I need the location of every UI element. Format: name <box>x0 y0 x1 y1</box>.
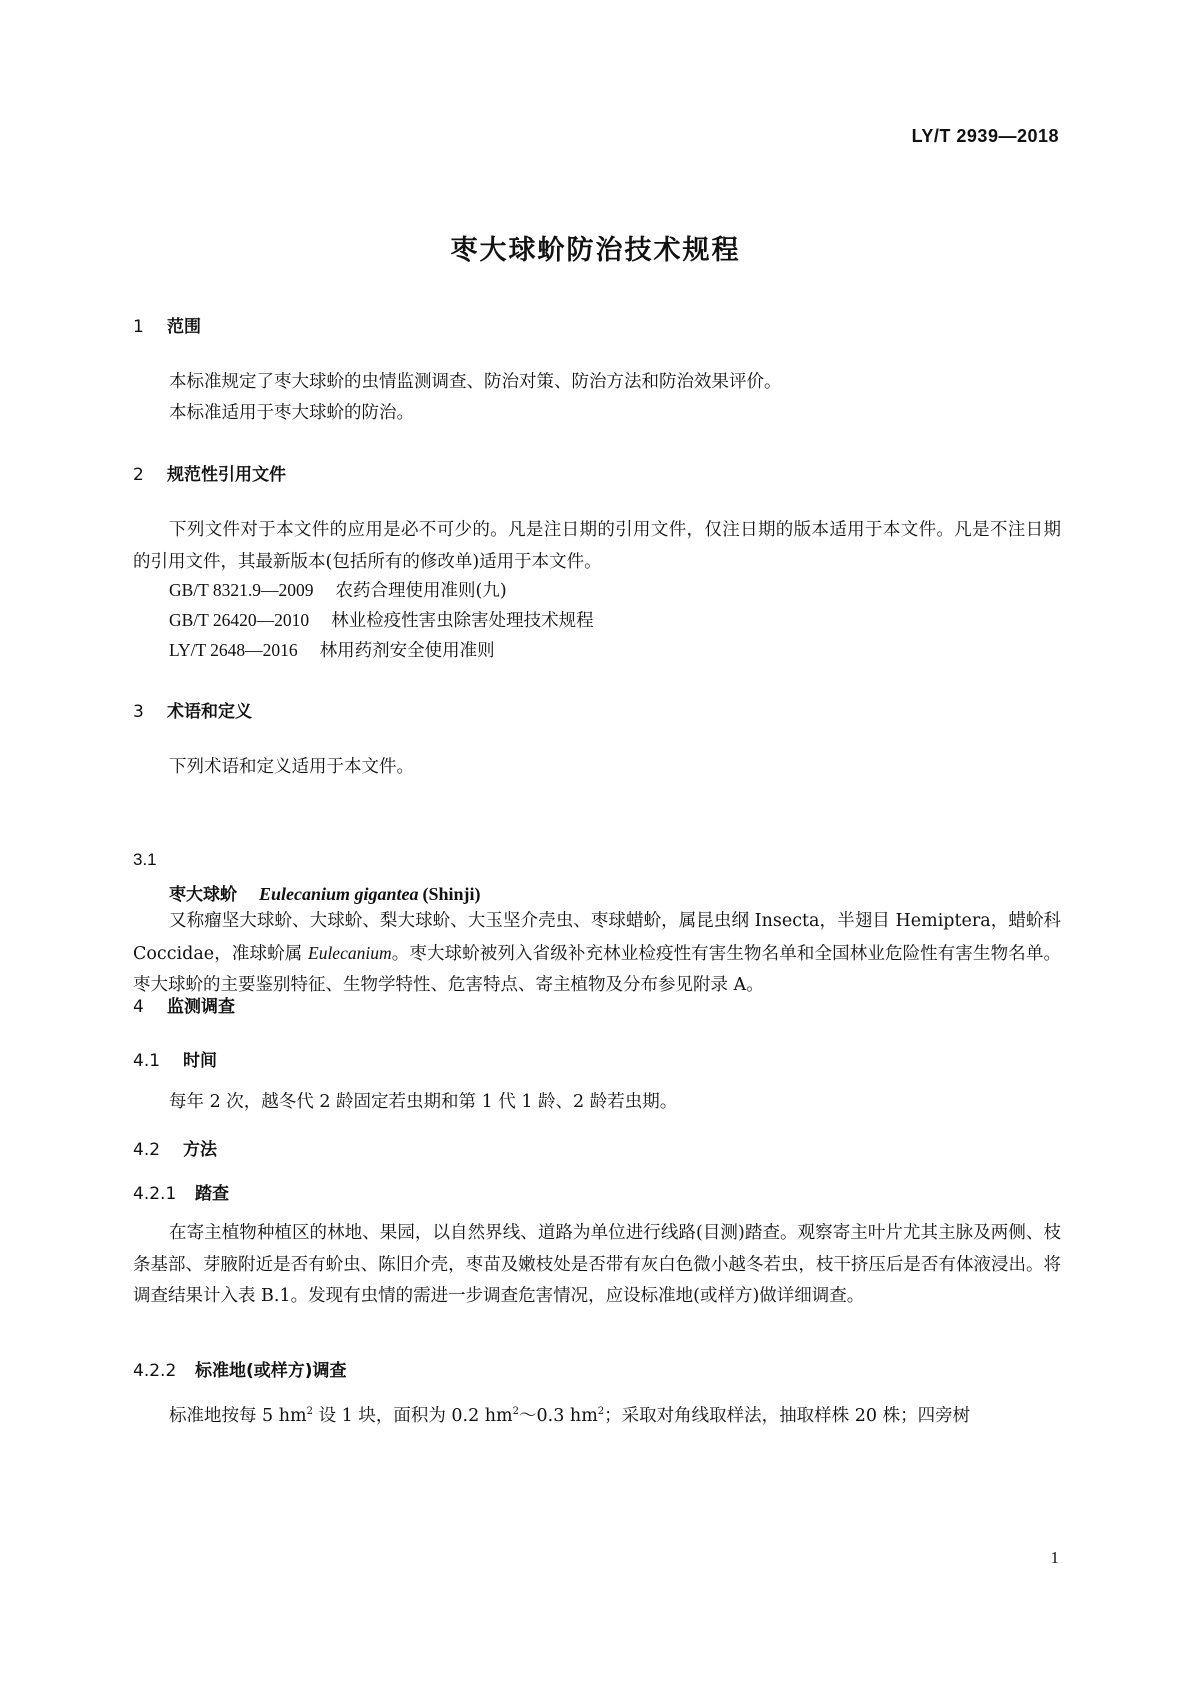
section-title: 规范性引用文件 <box>167 465 286 485</box>
section-number: 1 <box>133 317 144 337</box>
reference-item <box>169 607 594 632</box>
superscript: 2 <box>512 1406 520 1417</box>
section-4-2-heading <box>133 1135 217 1160</box>
term-definition-paragraph <box>133 906 1061 1002</box>
section-number: 4.2 <box>133 1140 161 1160</box>
section-number: 3 <box>133 702 144 722</box>
section-number: 4.1 <box>133 1051 161 1071</box>
term-author: (Shinji) <box>422 884 481 904</box>
plot-text-c: ～0.3 hm <box>519 1405 598 1426</box>
term-chinese-name: 枣大球蚧 <box>169 885 237 905</box>
reference-item <box>169 637 495 662</box>
section-4-1-heading <box>133 1046 217 1071</box>
superscript: 2 <box>306 1406 313 1417</box>
terms-intro-paragraph: 下列术语和定义适用于本文件。 <box>169 757 414 777</box>
document-title: 枣大球蚧防治技术规程 <box>450 235 741 266</box>
definition-text-b: 。枣大球蚧被列入省级补充林业检疫性有害生物名单和全国林业危险性有害生物名单。枣大球蚧的主要鉴别特征、生物学特性、危害特点、寄主植物及分布参见附录 A。 <box>133 943 1061 995</box>
section-number: 4.2.2 <box>133 1361 177 1381</box>
section-3-heading <box>133 697 252 722</box>
section-title: 术语和定义 <box>167 702 252 722</box>
definition-genus: Eulecanium <box>308 942 392 963</box>
section-title: 时间 <box>183 1051 217 1071</box>
references-intro-paragraph: 下列文件对于本文件的应用是必不可少的。凡是注日期的引用文件，仅注日期的版本适用于本文件。凡是不注日期的引用文件，其最新版本(包括所有的修改单)适用于本文件。 <box>133 520 1061 572</box>
definition-text-a: 又称瘤坚大球蚧、大球蚧、梨大球蚧、大玉坚介壳虫、枣球蜡蚧，属昆虫纲 Insecta，半翅目 Hemiptera，蜡蚧科 Coccidae，准球蚧属 <box>133 911 1061 964</box>
plot-text-b: 设 1 块，面积为 0.2 hm <box>313 1405 513 1426</box>
plot-text-d: ；采取对角线取样法，抽取样株 20 株；四旁树 <box>604 1405 971 1426</box>
scope-paragraph-2: 本标准适用于枣大球蚧的防治。 <box>169 403 414 423</box>
plot-text-a: 标准地按每 5 hm <box>169 1405 307 1426</box>
section-1-heading <box>133 312 201 337</box>
section-number: 4 <box>133 997 144 1017</box>
reference-code: GB/T 8321.9—2009 <box>169 580 314 600</box>
term-latin-name: Eulecanium gigantea <box>259 884 419 904</box>
reference-code: GB/T 26420—2010 <box>169 610 310 630</box>
section-2-heading <box>133 460 286 485</box>
section-title: 标准地(或样方)调查 <box>195 1361 347 1381</box>
standard-code: LY/T 2939—2018 <box>911 126 1059 146</box>
section-title: 范围 <box>167 317 201 337</box>
reference-name: 林用药剂安全使用准则 <box>319 641 495 661</box>
section-title: 踏查 <box>195 1184 229 1204</box>
section-number: 2 <box>133 465 144 485</box>
section-number: 4.2.1 <box>133 1184 177 1204</box>
section-title: 方法 <box>183 1140 217 1160</box>
scope-paragraph-1: 本标准规定了枣大球蚧的虫情监测调查、防治对策、防治方法和防治效果评价。 <box>169 372 782 392</box>
superscript: 2 <box>597 1406 605 1417</box>
time-paragraph: 每年 2 次，越冬代 2 龄固定若虫期和第 1 代 1 龄、2 龄若虫期。 <box>169 1092 678 1112</box>
survey-paragraph: 在寄主植物种植区的林地、果园，以自然界线、道路为单位进行线路(目测)踏查。观察寄主叶片尤其主脉及两侧、枝条基部、芽腋附近是否有蚧虫、陈旧介壳，枣苗及嫩枝处是否带有灰白色微小越冬若虫，枝干挤压后是否有体液浸出。将调查结果计入表 B.1。发现有虫情的需进一步调查危害情况，应设标准地(或样方)做详细调查。 <box>133 1223 1061 1306</box>
reference-item <box>169 577 507 602</box>
reference-name: 农药合理使用准则(九) <box>335 581 507 601</box>
term-heading <box>169 880 481 905</box>
reference-name: 林业检疫性害虫除害处理技术规程 <box>331 611 594 631</box>
term-number: 3.1 <box>133 850 157 869</box>
section-4-2-1-heading <box>133 1179 229 1204</box>
reference-code: LY/T 2648—2016 <box>169 640 298 660</box>
section-4-2-2-heading <box>133 1356 347 1381</box>
section-title: 监测调查 <box>167 997 235 1017</box>
page-number: 1 <box>1050 1548 1059 1567</box>
plot-survey-paragraph <box>133 1396 1061 1432</box>
section-4-heading <box>133 992 235 1017</box>
